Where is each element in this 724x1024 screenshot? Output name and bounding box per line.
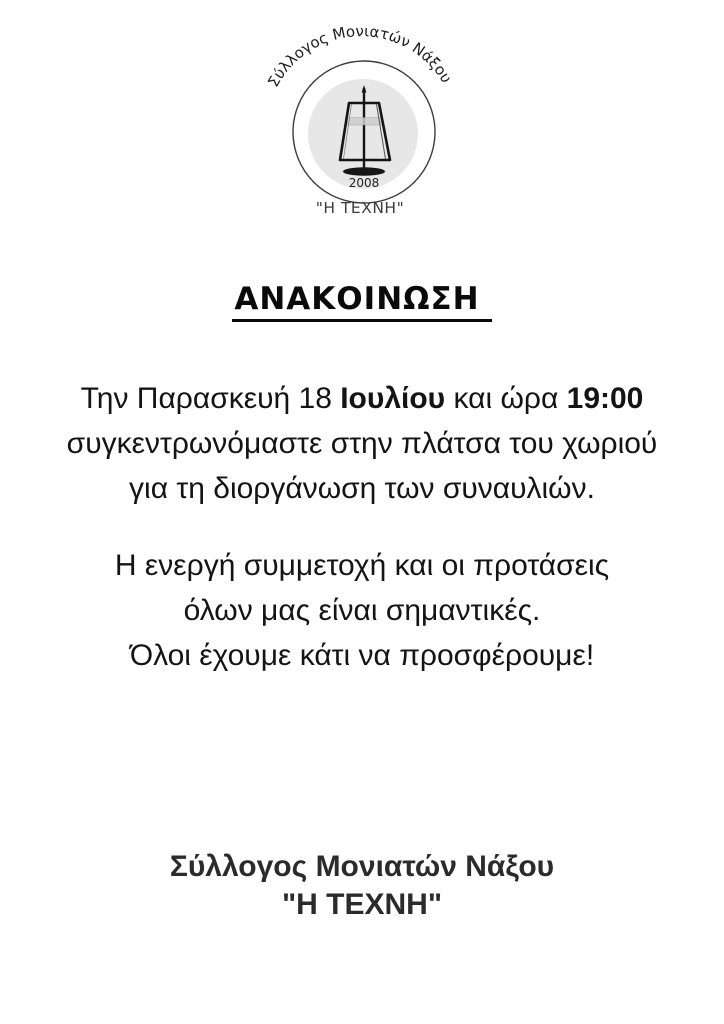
paragraph-participation [0,543,724,678]
text-line-participation-1: Η ενεργή συμμετοχή και οι προτάσεις [114,549,610,582]
page-title-text: ΑΝΑΚΟΙΝΩΣΗ [232,281,491,322]
footer-org-name: Σύλλογος Μονιατών Νάξου [169,850,555,883]
lamp-base [343,167,385,175]
text-line-event-place: συγκεντρωνόμαστε στην πλάτσα του χωριού [66,427,658,460]
page-title [0,281,724,322]
logo-arc-text-content: Σύλλογος Μονιατών Νάξου [264,22,456,91]
logo-caption: "Η ΤΕΧΝΗ" [315,199,405,217]
event-time: 19:00 [566,382,644,415]
lamp-band [345,118,383,126]
text-line-event-date [0,376,724,421]
event-date-pre: Την Παρασκευή 18 [80,382,341,415]
event-date-mid: και ώρα [445,382,567,415]
text-line-participation-2: όλων μας είναι σημαντικές. [183,594,541,627]
footer-org-title: "Η ΤΕΧΝΗ" [281,888,443,921]
logo-year: 2008 [348,176,380,190]
text-line-event-purpose: για τη διοργάνωση των συναυλιών. [129,472,595,505]
paragraph-event-details [0,376,724,511]
footer [0,848,724,924]
text-line-participation-3: Όλοι έχουμε κάτι να προσφέρουμε! [129,639,595,672]
club-logo [232,22,492,220]
event-month: Ιουλίου [340,382,446,415]
